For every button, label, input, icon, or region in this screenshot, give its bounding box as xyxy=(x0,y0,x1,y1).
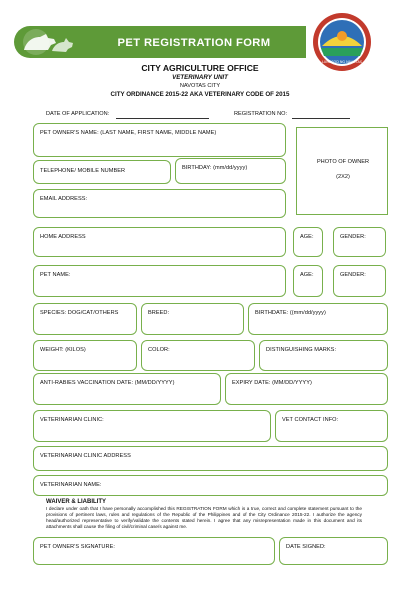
registration-no-label: REGISTRATION NO: xyxy=(234,111,288,117)
ordinance-title: CITY ORDINANCE 2015-22 AKA VETERINARY CODE OF 2015 xyxy=(110,91,290,98)
pet-gender-label: GENDER: xyxy=(340,272,366,278)
distinguishing-marks-field[interactable] xyxy=(259,340,388,371)
color-field[interactable] xyxy=(141,340,255,371)
city-name: NAVOTAS CITY xyxy=(179,83,221,89)
species-field[interactable] xyxy=(33,303,137,335)
pet-gender-field[interactable] xyxy=(333,265,386,297)
birthday-field[interactable] xyxy=(175,158,286,184)
registration-no-field[interactable] xyxy=(292,118,350,119)
birthday-label: BIRTHDAY: (mm/dd/yyyy) xyxy=(182,165,248,171)
date-signed-field[interactable] xyxy=(279,537,388,565)
breed-label: BREED: xyxy=(148,310,170,316)
weight-label: WEIGHT: (KILOS) xyxy=(40,347,86,353)
svg-text:LUNGSOD NG NAVOTAS: LUNGSOD NG NAVOTAS xyxy=(322,60,362,64)
vet-contact-label: VET CONTACT INFO: xyxy=(282,417,339,423)
pet-age-label: AGE: xyxy=(300,272,314,278)
clinic-address-field[interactable] xyxy=(33,446,388,471)
date-of-application-label: DATE OF APPLICATION: xyxy=(46,111,110,117)
photo-size-label: (2X2) xyxy=(336,174,350,180)
expiry-date-label: EXPIRY DATE: (MM/DD/YYYY) xyxy=(232,380,312,386)
color-label: COLOR: xyxy=(148,347,170,353)
office-title: CITY AGRICULTURE OFFICE xyxy=(141,63,259,73)
waiver-text: I declare under oath that I have personally accomplished this REGISTRATION FORM which is a true, correct and complete statement pursuant to the provisions of pertinent laws, rules and regulations of the Republic of the Philippines and of the City Ordinance 2015-22. I authorize the agency head/authorized representative to verify/validate the contents stated herein. I agree that any misrepresentation made in this document and its attachments shall cause the filing of civil/criminal case/s against me. xyxy=(46,506,362,530)
distinguishing-marks-label: DISTINGUISHING MARKS: xyxy=(266,347,337,353)
date-signed-label: DATE SIGNED: xyxy=(286,544,326,550)
waiver-title: WAIVER & LIABILITY xyxy=(46,499,106,505)
owner-name-field[interactable] xyxy=(33,123,286,157)
banner-title: PET REGISTRATION FORM xyxy=(117,37,271,49)
owner-age-label: AGE: xyxy=(300,234,314,240)
photo-label: PHOTO OF OWNER xyxy=(316,159,370,165)
pet-icon xyxy=(18,28,78,56)
home-address-label: HOME ADDRESS xyxy=(40,234,86,240)
expiry-date-field[interactable] xyxy=(225,373,388,405)
photo-of-owner-box[interactable] xyxy=(296,127,388,215)
owner-gender-field[interactable] xyxy=(333,227,386,257)
vaccination-date-field[interactable] xyxy=(33,373,221,405)
owner-age-field[interactable] xyxy=(293,227,323,257)
email-label: EMAIL ADDRESS: xyxy=(40,196,88,202)
birthdate-label: BIRTHDATE: ((mm/dd/yyyy) xyxy=(255,310,326,316)
telephone-field[interactable] xyxy=(33,160,171,184)
pet-age-field[interactable] xyxy=(293,265,323,297)
owner-name-label: PET OWNER'S NAME: (LAST NAME, FIRST NAME, MIDDLE NAME) xyxy=(40,130,217,136)
owner-signature-label: PET OWNER'S SIGNATURE: xyxy=(40,544,115,550)
vet-clinic-label: VETERINARIAN CLINIC: xyxy=(40,417,104,423)
unit-title: VETERINARY UNIT xyxy=(172,74,228,81)
pet-name-field[interactable] xyxy=(33,265,286,297)
dog-cat-silhouette-icon xyxy=(18,28,78,56)
species-label: SPECIES: DOG/CAT/OTHERS xyxy=(40,310,119,316)
home-address-field[interactable] xyxy=(33,227,286,257)
telephone-label: TELEPHONE/ MOBILE NUMBER xyxy=(40,168,126,174)
weight-field[interactable] xyxy=(33,340,137,371)
owner-signature-field[interactable] xyxy=(33,537,275,565)
owner-gender-label: GENDER: xyxy=(340,234,366,240)
pet-name-label: PET NAME: xyxy=(40,272,71,278)
date-of-application-field[interactable] xyxy=(116,118,209,119)
vaccination-date-label: ANTI-RABIES VACCINATION DATE: (MM/DD/YYYY) xyxy=(40,380,175,386)
birthdate-field[interactable] xyxy=(248,303,388,335)
vet-contact-field[interactable] xyxy=(275,410,388,442)
clinic-address-label: VETERINARIAN CLINIC ADDRESS xyxy=(40,453,131,459)
email-field[interactable] xyxy=(33,189,286,218)
breed-field[interactable] xyxy=(141,303,244,335)
vet-name-field[interactable] xyxy=(33,475,388,496)
vet-name-label: VETERINARIAN NAME: xyxy=(40,482,102,488)
vet-clinic-field[interactable] xyxy=(33,410,271,442)
